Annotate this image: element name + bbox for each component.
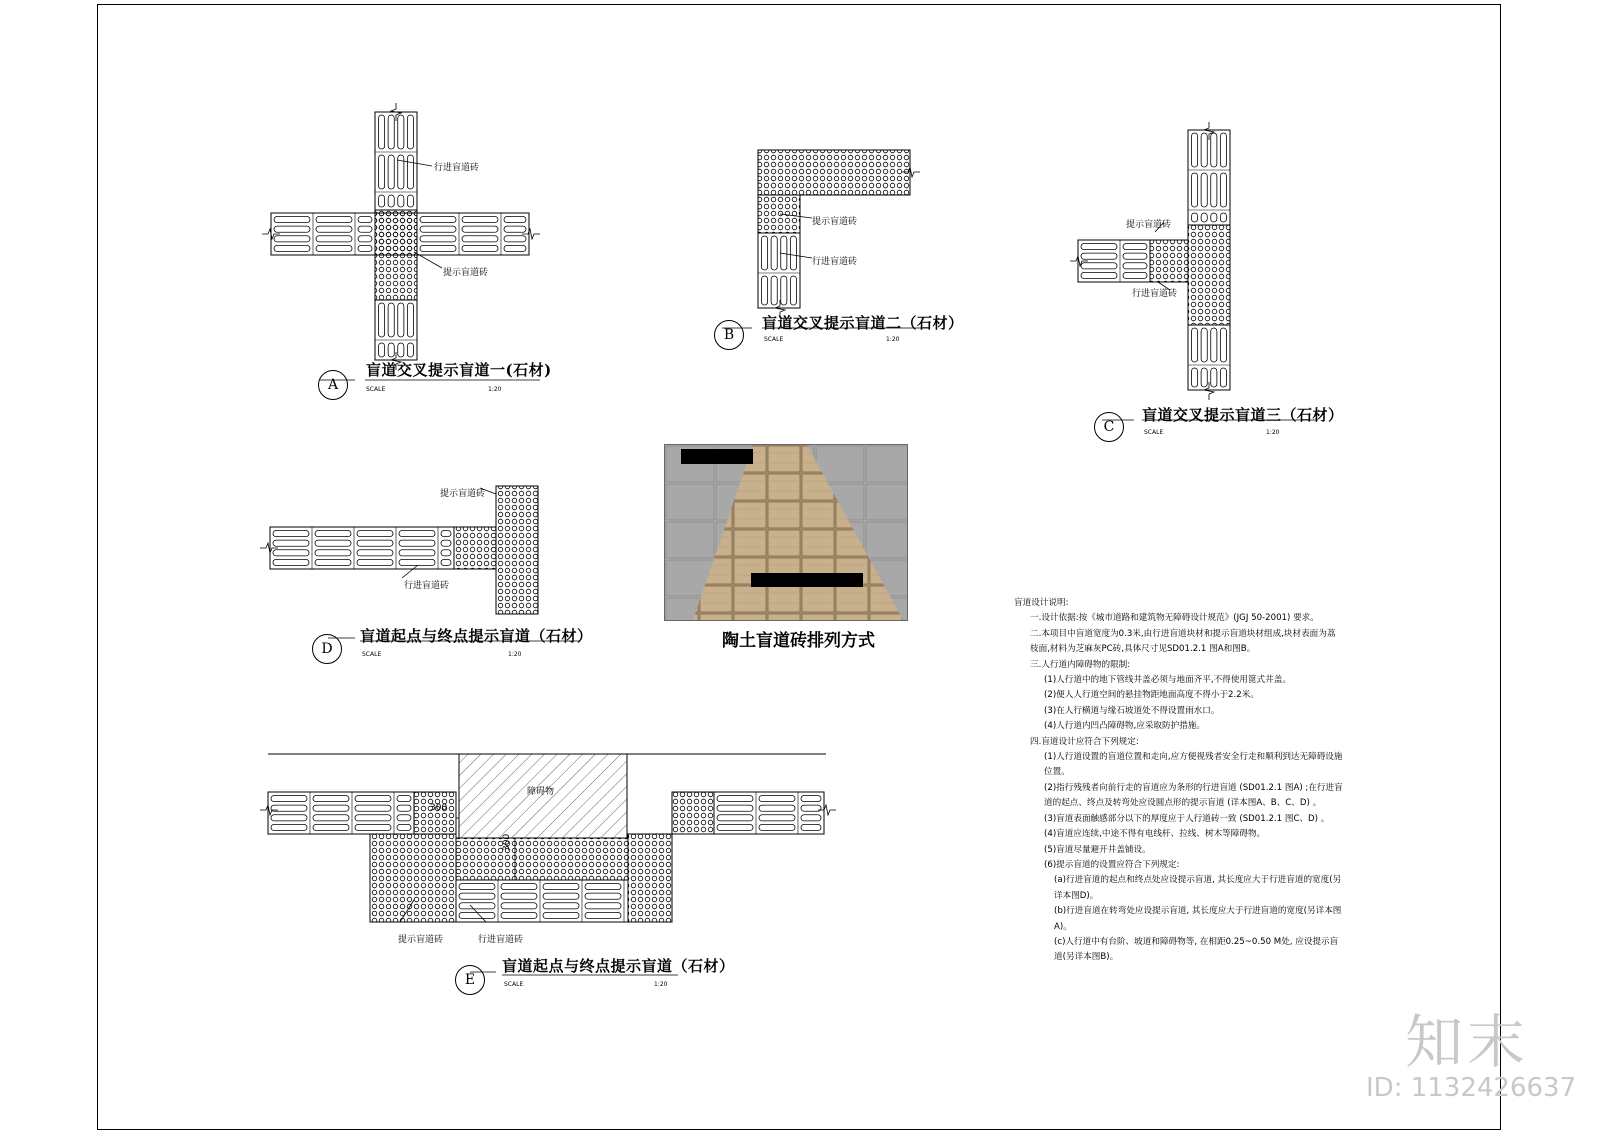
notes-line: (4)人行道内凹凸障碍物,应采取防护措施。 <box>1044 721 1205 732</box>
notes-line: (5)盲道尽量避开井盖铺设。 <box>1044 844 1151 855</box>
notes-line: (c)人行道中有台阶、坡道和障碍物等, 在相距0.25~0.50 M处, 应设提示盲道(另详本图B)。 <box>1054 936 1339 963</box>
drawing-title-a: 盲道交叉提示盲道一(石材) <box>366 361 552 379</box>
guiding-tile <box>270 527 454 569</box>
label-guide-c: 行进盲道砖 <box>1132 289 1178 299</box>
warning-tile <box>496 486 538 614</box>
notes-line: (a)行进盲道的起点和终点处应设提示盲道, 其长度应大于行进盲道的宽度(另详本图D)。 <box>1054 875 1342 901</box>
drawing-marker-e: E <box>455 965 485 995</box>
guiding-tile <box>714 792 824 834</box>
label-warn-a: 提示盲道砖 <box>443 268 489 278</box>
drawing-marker-d: D <box>312 634 342 664</box>
notes-heading: 盲道设计说明: <box>1014 598 1069 608</box>
notes-line: (2)指行残残者向前行走的盲道应为条形的行进盲道 (SD01.2.1 图A) ;在行进盲道的起点、终点及转弯处应设圆点形的提示盲道 (详本图A、B、C、D) 。 <box>1044 782 1343 809</box>
guiding-tile <box>758 233 800 308</box>
guiding-tile <box>456 880 628 922</box>
warning-tile <box>414 792 456 834</box>
drawing-title-d: 盲道起点与终点提示盲道（石材） <box>360 627 593 645</box>
notes-line: (1)人行道中的地下管线井盖必须与地面齐平,不得使用篦式井盖。 <box>1044 675 1291 686</box>
guiding-tile <box>1188 325 1230 390</box>
obstacle-label: 障碍物 <box>527 787 555 797</box>
drawing-title-c: 盲道交叉提示盲道三（石材） <box>1142 406 1344 424</box>
scale-value-c: 1:20 <box>1266 429 1280 436</box>
guiding-tile <box>417 213 529 255</box>
warning-tile <box>1188 225 1230 325</box>
label-guide-b: 行进盲道砖 <box>812 257 858 267</box>
drawing-title-e: 盲道起点与终点提示盲道（石材） <box>502 957 735 975</box>
watermark-logo: 知末 <box>1405 1008 1530 1076</box>
notes-line: (2)便人人行道空间的悬挂物距地面高度不得小于2.2米。 <box>1044 690 1259 701</box>
label-warn-d: 提示盲道砖 <box>440 489 486 499</box>
drawing-marker-b: B <box>714 320 744 350</box>
warning-tile <box>628 834 672 922</box>
warning-tile <box>758 195 800 233</box>
notes-line: 一.设计依据:按《城市道路和建筑物无障碍设计规范》(JGJ 50-2001) 要求。 <box>1030 613 1319 624</box>
scale-value-d: 1:20 <box>508 651 522 658</box>
warning-tile <box>758 150 910 195</box>
label-warn-e: 提示盲道砖 <box>398 935 444 945</box>
label-warn-c: 提示盲道砖 <box>1126 220 1172 230</box>
dimension-horizontal: 300 <box>430 803 448 813</box>
warning-tile <box>375 213 417 255</box>
scale-label-d: SCALE <box>362 651 382 658</box>
label-guide-a: 行进盲道砖 <box>434 163 480 173</box>
scale-value-a: 1:20 <box>488 386 502 393</box>
notes-lines <box>1014 611 1344 965</box>
label-warn-b: 提示盲道砖 <box>812 217 858 227</box>
warning-tile <box>370 834 456 922</box>
guiding-tile <box>271 213 375 255</box>
notes-line: (3)在人行横道与缘石坡道处不得设置雨水口。 <box>1044 705 1220 716</box>
guiding-tile <box>1078 240 1150 282</box>
drawing-marker-a: A <box>318 370 348 400</box>
notes-line: 二.本项目中盲道宽度为0.3米,由行进盲道块材和提示盲道块材组成,块材表面为荔枝面,材料为芝麻灰PC砖,具体尺寸见SD01.2.1 图A和图B。 <box>1030 628 1336 655</box>
scale-label-a: SCALE <box>366 386 386 393</box>
label-guide-d: 行进盲道砖 <box>404 581 450 591</box>
warning-tile <box>1150 240 1188 282</box>
dimension-vertical: 300 <box>502 833 512 851</box>
scale-label-c: SCALE <box>1144 429 1164 436</box>
scale-value-b: 1:20 <box>886 336 900 343</box>
guiding-tile <box>268 792 414 834</box>
notes-line: (6)提示盲道的设置应符合下列规定: <box>1044 859 1180 870</box>
clay-tile-photo <box>664 444 908 621</box>
guiding-tile <box>1188 130 1230 225</box>
notes-line: 三.人行道内障碍物的限制: <box>1030 659 1131 670</box>
notes-line: (4)盲道应连续,中途不得有电线杆、拉线、树木等障碍物。 <box>1044 829 1266 840</box>
watermark-id: ID: 1132426637 <box>1366 1073 1577 1103</box>
scale-value-e: 1:20 <box>654 981 668 988</box>
drawing-title-b: 盲道交叉提示盲道二（石材） <box>762 314 964 332</box>
design-notes <box>1014 596 1344 966</box>
guiding-tile <box>375 300 417 360</box>
warning-tile <box>456 838 628 880</box>
notes-line: (b)行进盲道在转弯处应设提示盲道, 其长度应大于行进盲道的宽度(另详本图A)。 <box>1054 906 1342 932</box>
drawing-marker-c: C <box>1094 412 1124 442</box>
photo-caption: 陶土盲道砖排列方式 <box>722 631 875 651</box>
scale-label-b: SCALE <box>764 336 784 343</box>
notes-line: (3)盲道表面触感部分以下的厚度应于人行道砖一致 (SD01.2.1 图C、D) 。 <box>1044 813 1330 824</box>
notes-line: 四.盲道设计应符合下列规定: <box>1030 736 1139 747</box>
scale-label-e: SCALE <box>504 981 524 988</box>
warning-tile <box>672 792 714 834</box>
label-guide-e: 行进盲道砖 <box>478 935 524 945</box>
notes-line: (1)人行道设置的盲道位置和走向,应方便视残者安全行走和顺利到达无障碍设施位置。 <box>1044 752 1343 778</box>
warning-tile <box>454 527 496 569</box>
